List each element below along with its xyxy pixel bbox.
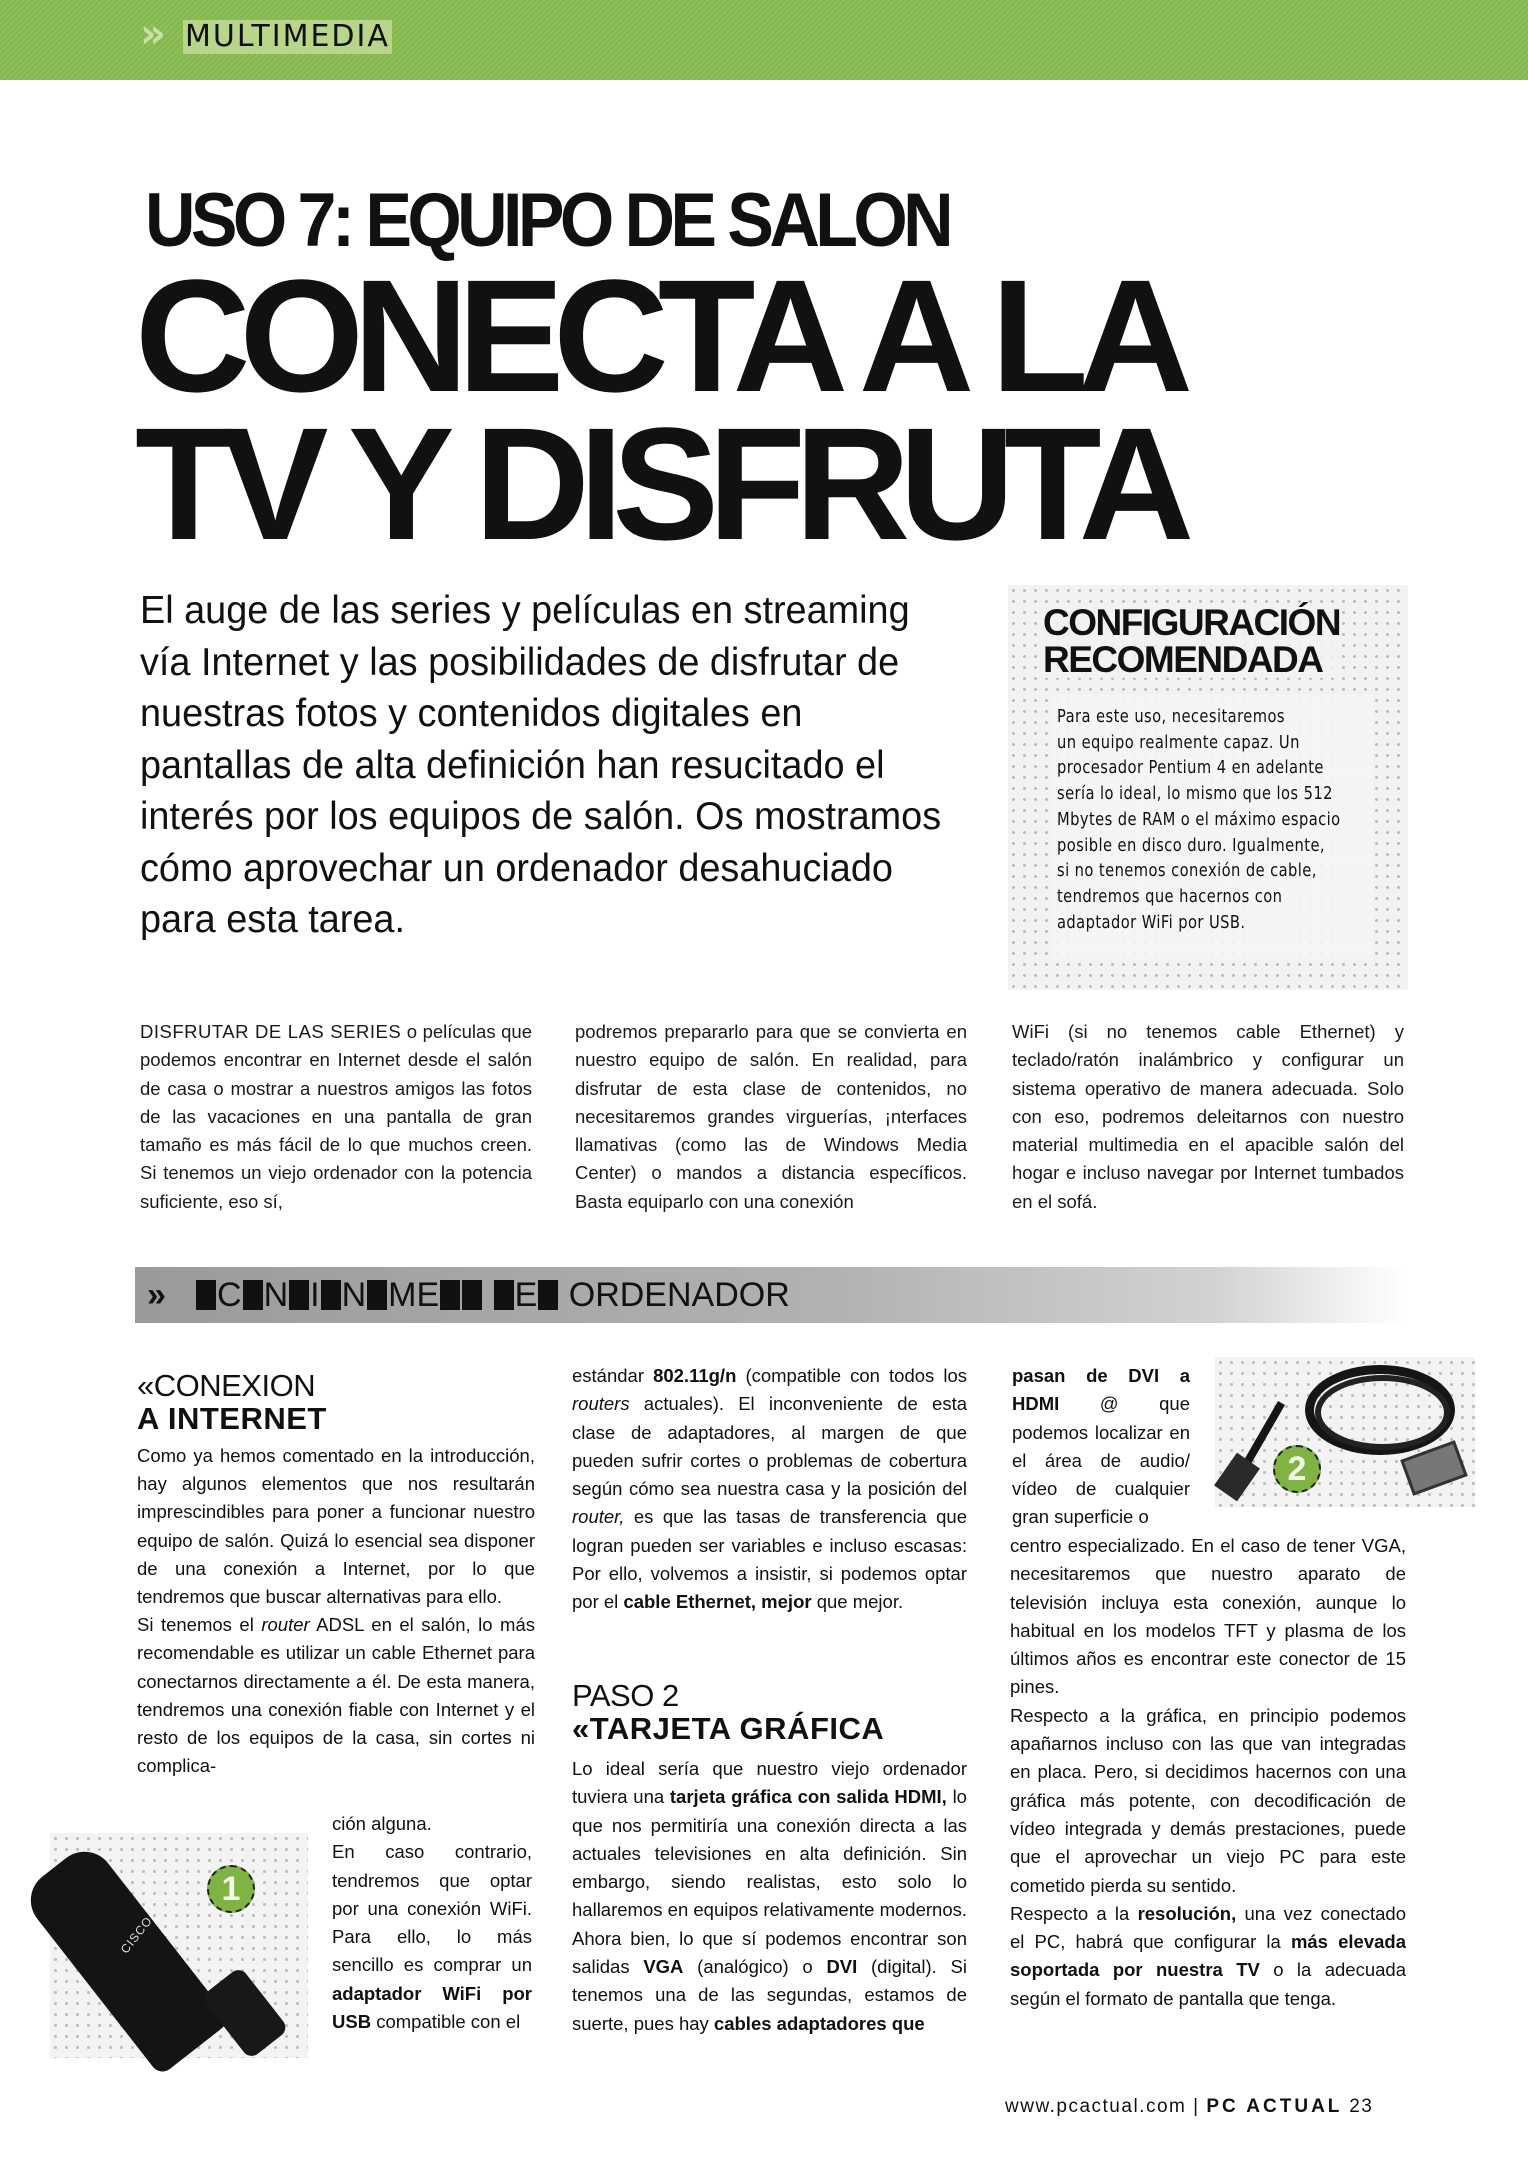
banner-fragment: E bbox=[416, 1276, 440, 1314]
chevron-icon: » bbox=[140, 11, 166, 57]
text-run: estándar bbox=[572, 1365, 654, 1386]
usb-cap-shape bbox=[201, 1966, 290, 2060]
paragraph-text: Respecto a la gráfica, en principio podemos apañarnos incluso con las que van integradas en placa. Pero, si decidimos hacernos con una gráfica más potente, con decodificación de vídeo integrada y demás prestaciones, puede que el aprovechar un viejo PC para este cometido pierda su sentido. bbox=[1010, 1704, 1406, 1896]
article-headline bbox=[135, 246, 1184, 573]
config-line: sería lo ideal, lo mismo que los 512 bbox=[1057, 784, 1333, 805]
config-line: tendremos que hacernos con bbox=[1057, 886, 1283, 907]
text-run: una vez conectado el PC, habrá que configurar la bbox=[1010, 1902, 1407, 1953]
banner-fragment: N bbox=[263, 1276, 289, 1314]
text-run: En caso contrario, tendremos que optar por una conexión WiFi. Para ello, lo más sencillo es comprar un bbox=[332, 1841, 532, 1976]
step2-continued-narrow bbox=[1012, 1362, 1190, 1532]
config-line: un equipo realmente capaz. Un bbox=[1057, 732, 1300, 753]
step2-continued-wide bbox=[1010, 1532, 1406, 2013]
redaction-block bbox=[289, 1280, 309, 1310]
config-line: Mbytes de RAM o el máximo espacio bbox=[1057, 809, 1341, 830]
step1-body-wrap bbox=[332, 1810, 532, 2036]
text-run: (analógico) o bbox=[683, 1956, 827, 1978]
section-header-band bbox=[0, 0, 1528, 80]
paragraph-text: podremos prepararlo para que se convierta en nuestro equipo de salón. En realidad, para disfrutar de esta clase de contenidos, no necesitaremos grandes virguerías, ¡nterfaces llamativas (como las de Windows Media Center) o mandos a distancia específicos. Basta equiparlo con una conexión bbox=[575, 1021, 967, 1212]
redaction-block bbox=[243, 1280, 263, 1310]
paragraph-text: WiFi (si no tenemos cable Ethernet) y teclado/ratón inalámbrico y configurar un sistema operativo de manera adecuada. Solo con eso, podremos deleitarnos con nuestro material multimedia en el apacible salón del hogar e incluso navegar por Internet tumbados en el sofá. bbox=[1012, 1021, 1404, 1212]
text-run: Lo ideal sería que nuestro viejo ordenador tuviera una bbox=[572, 1758, 967, 1808]
chevron-icon: » bbox=[147, 1276, 166, 1314]
page-number: 23 bbox=[1349, 2096, 1374, 2117]
bold-term: cable Ethernet, mejor bbox=[623, 1591, 812, 1613]
step2-heading-line-1: PASO 2 bbox=[572, 1678, 679, 1713]
config-box-title bbox=[1043, 604, 1340, 678]
lead-in: DISFRUTAR DE LAS SERIES bbox=[140, 1021, 402, 1042]
paragraph-text bbox=[137, 1611, 535, 1780]
paragraph-text bbox=[1012, 1362, 1190, 1532]
text-run: @ que podemos localizar en el área de audio/ vídeo de cualquier gran superficie o bbox=[1012, 1393, 1190, 1528]
bold-term: DVI bbox=[826, 1956, 858, 1978]
redaction-block bbox=[462, 1280, 482, 1310]
section-label: MULTIMEDIA bbox=[185, 19, 390, 54]
paragraph-text bbox=[572, 1362, 967, 1617]
text-run: (digital). Si tenemos una de las segundas, estamos de suerte, pues hay bbox=[572, 1956, 967, 2034]
config-line: procesador Pentium 4 en adelante bbox=[1057, 758, 1324, 779]
bold-term: pasan de DVI a HDMI bbox=[1012, 1365, 1190, 1415]
text-run: compatible con el bbox=[371, 2011, 521, 2033]
italic-term: router, bbox=[572, 1506, 625, 1528]
italic-term: router bbox=[261, 1614, 310, 1636]
bold-term: cables adaptadores que bbox=[713, 2012, 925, 2034]
intro-column-2 bbox=[575, 1018, 967, 1216]
section-banner-title bbox=[195, 1277, 790, 1313]
paragraph-text: Como ya hemos comentado en la introducción, hay algunos elementos que nos resultarán imprescindibles para poner a funcionar nuestro equipo de salón. Quizá lo esencial sea disponer de una conexión a Internet, por lo que tendremos que buscar alternativas para ello. bbox=[137, 1445, 535, 1608]
step1-heading-line-1: «CONEXION bbox=[137, 1368, 316, 1403]
bold-term: más elevada soportada por nuestra TV bbox=[1010, 1931, 1406, 1981]
redaction-block bbox=[440, 1280, 460, 1310]
bold-term: 802.11g/n bbox=[653, 1365, 737, 1386]
italic-term: routers bbox=[572, 1393, 630, 1415]
step1-continued bbox=[572, 1362, 967, 1617]
bold-term: VGA bbox=[643, 1956, 684, 1978]
section-banner bbox=[135, 1267, 1405, 1323]
text-run: que mejor. bbox=[811, 1591, 904, 1613]
paragraph-text: ción alguna. bbox=[332, 1813, 432, 1834]
paragraph-text: o películas que podemos encontrar en Internet desde el salón de casa o mostrar a nuestros amigos las fotos de las vacaciones en una pantalla de gran tamaño es más fácil de lo que muchos creen. Si tenemos un viejo ordenador con la potencia suficiente, eso sí, bbox=[140, 1021, 532, 1212]
banner-fragment: ORDENADOR bbox=[568, 1276, 790, 1314]
step1-body bbox=[137, 1442, 535, 1780]
banner-fragment: M bbox=[388, 1276, 417, 1314]
article-kicker: USO 7: EQUIPO DE SALON bbox=[145, 178, 950, 263]
usb-wifi-adapter-photo bbox=[50, 1833, 308, 2058]
bold-term: tarjeta gráfica con salida HDMI, bbox=[669, 1786, 947, 1808]
paragraph-text bbox=[572, 1755, 967, 2038]
text-run: actuales). El inconveniente de esta clase de adaptadores, al margen de que pueden sufrir cortes o problemas de cobertura según cómo sea nuestra casa y la posición del bbox=[572, 1393, 967, 1500]
redaction-block bbox=[196, 1280, 216, 1310]
config-title-line-2: RECOMENDADA bbox=[1043, 639, 1323, 680]
step1-section bbox=[137, 1370, 535, 1780]
bold-term: resolución, bbox=[1137, 1902, 1237, 1924]
footer-brand: PC ACTUAL bbox=[1206, 2096, 1343, 2117]
paragraph-text bbox=[332, 1838, 532, 2036]
text-run: (compatible con todos los bbox=[736, 1365, 967, 1386]
dvi-hdmi-cable-photo bbox=[1215, 1357, 1475, 1507]
footer-url: www.pcactual.com bbox=[1005, 2096, 1187, 2117]
text-run: Si tenemos el bbox=[137, 1614, 262, 1636]
banner-fragment: N bbox=[341, 1276, 367, 1314]
redaction-block bbox=[538, 1280, 558, 1310]
intro-column-3 bbox=[1012, 1018, 1404, 1216]
step-number-badge: 2 bbox=[1273, 1445, 1321, 1493]
banner-fragment: C bbox=[217, 1276, 242, 1314]
paragraph-text bbox=[1010, 1900, 1406, 2013]
text-run: o la adecuada según el formato de pantalla que tenga. bbox=[1010, 1959, 1406, 2009]
headline-line-2: TV Y DISFRUTA bbox=[135, 394, 1184, 573]
step-number-badge: 1 bbox=[207, 1865, 255, 1913]
config-line: si no tenemos conexión de cable, bbox=[1057, 861, 1317, 882]
step1-heading-line-2: A INTERNET bbox=[137, 1401, 327, 1436]
redaction-block bbox=[321, 1280, 341, 1310]
banner-fragment: I bbox=[310, 1276, 320, 1314]
bold-term: adaptador WiFi por USB bbox=[332, 1982, 532, 2033]
config-line: posible en disco duro. Igualmente, bbox=[1057, 835, 1326, 856]
config-line: adaptador WiFi por USB. bbox=[1057, 912, 1246, 933]
step2-heading-line-2: «TARJETA GRÁFICA bbox=[572, 1711, 885, 1746]
text-run: es que las tasas de transferencia que logran pueden ser variables e incluso escasas: Por ello, volvemos a insistir, si podemos optar por el bbox=[572, 1506, 967, 1613]
redaction-block bbox=[367, 1280, 387, 1310]
page-footer bbox=[1005, 2096, 1373, 2118]
intro-column-1 bbox=[140, 1018, 532, 1216]
usb-adapter-shape bbox=[19, 1840, 232, 2077]
redaction-block bbox=[494, 1280, 514, 1310]
banner-fragment: E bbox=[514, 1276, 538, 1314]
step2-body bbox=[572, 1755, 967, 2038]
config-title-line-1: CONFIGURACIÓN bbox=[1043, 602, 1341, 643]
brand-label: CISCO bbox=[117, 1913, 156, 1957]
headline-line-1: CONECTA A LA bbox=[135, 246, 1183, 425]
text-run: ADSL en el salón, lo más recomendable es utilizar un cable Ethernet para conectarnos directamente a él. De esta manera, tendremos una conexión fiable con Internet y el resto de los equipos de la casa, sin cortes ni complica- bbox=[137, 1614, 535, 1777]
intro-standfirst: El auge de las series y películas en streaming vía Internet y las posibilidades de disfrutar de nuestras fotos y contenidos digitales en pantallas de alta definición han resucitado el interés por los equipos de salón. Os mostramos cómo aprovechar un ordenador desahuciado para esta tarea. bbox=[140, 589, 942, 941]
cable-loop-shape bbox=[1315, 1375, 1450, 1450]
config-line: Para este uso, necesitaremos bbox=[1057, 707, 1285, 727]
config-box-text bbox=[1057, 705, 1341, 936]
step2-heading bbox=[572, 1680, 967, 1746]
footer-separator: | bbox=[1193, 2096, 1200, 2117]
paragraph-text: centro especializado. En el caso de tener VGA, necesitaremos que nuestro aparato de televisión incluya esta conexión, aunque lo habitual en los modelos TFT y plasma de los últimos años es encontrar este conector de 15 pines. bbox=[1010, 1535, 1406, 1698]
text-run: Respecto a la bbox=[1010, 1902, 1138, 1924]
text-run: lo que nos permitiría una conexión directa a las actuales televisiones en alta definición. Sin embargo, siendo realistas, esto solo lo hallaremos en equipos relativamente modernos. Ahora bien, lo que sí podemos encontrar son salidas bbox=[572, 1786, 967, 1978]
